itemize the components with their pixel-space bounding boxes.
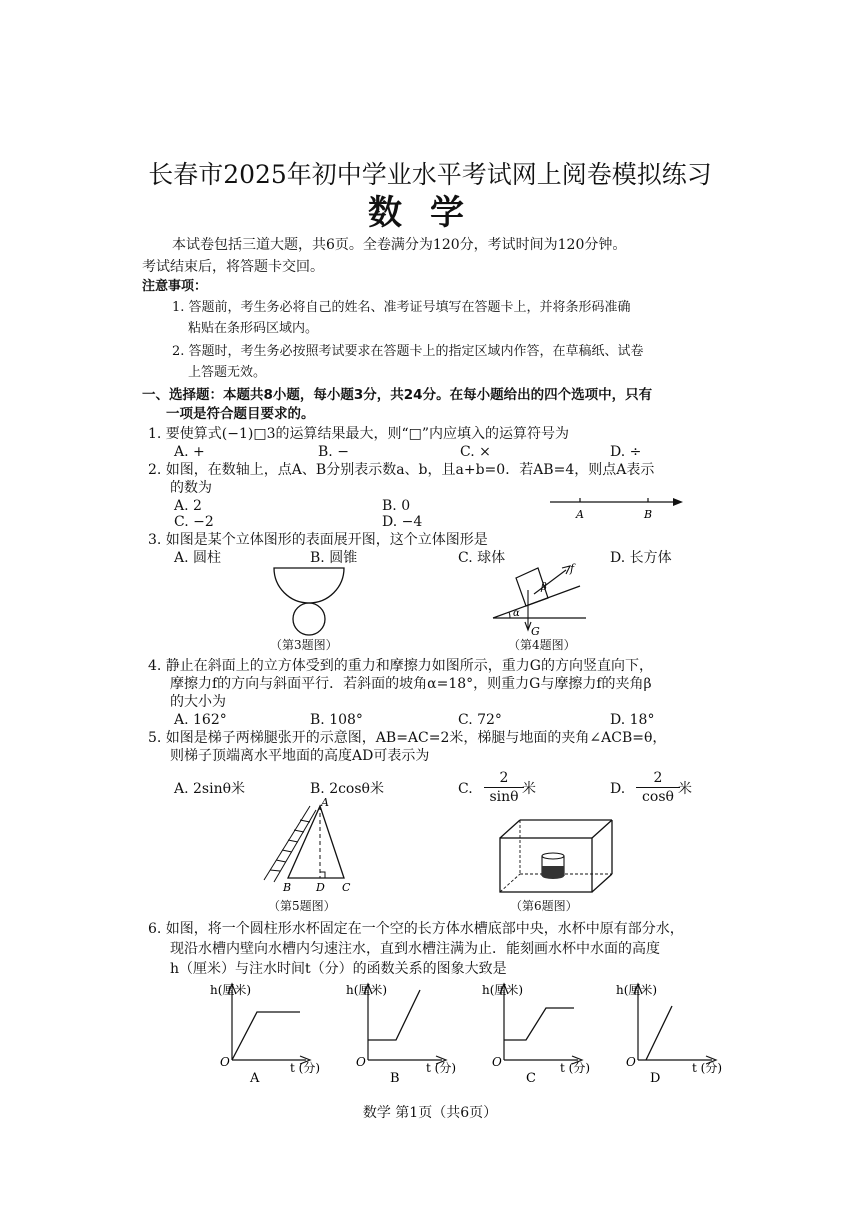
q5-stem-line-2: 则梯子顶端离水平地面的高度AD可表示为: [170, 748, 430, 764]
note-2-line-1: 2. 答题时，考生务必按照考试要求在答题卡上的指定区域内作答，在草稿纸、试卷: [172, 344, 644, 359]
q6-graph-b-ylabel: h(厘米): [346, 983, 388, 997]
q4-stem-line-2: 摩擦力f的方向与斜面平行．若斜面的坡角α=18°，则重力G与摩擦力f的夹角β: [170, 676, 652, 692]
q2-option-d: D. −4: [382, 514, 423, 530]
q6-graph-c-xlabel: t (分): [560, 1061, 591, 1075]
section-1-heading-cont: 一项是符合题目要求的。: [166, 406, 315, 422]
q6-graph-d-ylabel: h(厘米): [616, 983, 658, 997]
q6-graph-d-origin: O: [626, 1055, 636, 1069]
q6-stem-line-1: 6. 如图，将一个圆柱形水杯固定在一个空的长方体水槽底部中央，水杯中原有部分水，: [148, 921, 684, 937]
q4-stem-line-1: 4. 静止在斜面上的立方体受到的重力和摩擦力如图所示，重力G的方向竖直向下，: [148, 658, 653, 674]
q5-label-d: D: [316, 881, 325, 894]
q1-option-c: C. ×: [460, 444, 491, 460]
q2-option-b: B. 0: [382, 498, 411, 514]
note-1-line-2: 粘贴在条形码区域内。: [188, 321, 319, 336]
exam-title: 长春市2025年初中学业水平考试网上阅卷模拟练习: [148, 160, 712, 189]
q3-stem: 3. 如图是某个立体图形的表面展开图，这个立体图形是: [148, 532, 488, 548]
q2-stem-line-1: 2. 如图，在数轴上，点A、B分别表示数a、b，且a+b=0．若AB=4，则点A表示: [148, 462, 655, 478]
q5-label-b: B: [283, 881, 292, 894]
q5-label-c: C: [342, 881, 351, 894]
q5-stem-line-1: 5. 如图是梯子两梯腿张开的示意图，AB=AC=2米，梯腿与地面的夹角∠ACB=θ，: [148, 730, 667, 746]
q5-option-c-unit: 米: [522, 781, 536, 797]
q4-label-g: G: [531, 625, 540, 638]
q5-option-d-unit: 米: [678, 781, 692, 797]
q5-option-c-numerator: 2: [484, 769, 524, 788]
q6-graph-d-option: D: [650, 1071, 661, 1086]
q6-graph-b: [348, 982, 460, 1086]
q6-graph-b-origin: O: [356, 1055, 366, 1069]
q6-graph-a-ylabel: h(厘米): [210, 983, 252, 997]
q4-label-f: f: [570, 562, 575, 575]
q5-figure-caption: （第5题图）: [268, 899, 336, 913]
q6-graph-c-option: C: [526, 1071, 536, 1086]
q5-option-c-fraction: [484, 769, 524, 806]
q6-graph-c-ylabel: h(厘米): [482, 983, 524, 997]
q3-option-c: C. 球体: [458, 550, 506, 566]
q6-graph-c: [484, 982, 596, 1086]
q3-figure-caption: （第3题图）: [270, 638, 338, 652]
q4-label-beta: β: [541, 582, 547, 593]
q6-graph-b-option: B: [390, 1071, 400, 1086]
q6-graph-a: [212, 982, 324, 1086]
q5-option-a: A. 2sinθ米: [174, 781, 246, 797]
q2-option-a: A. 2: [174, 498, 202, 514]
q6-figure-caption: （第6题图）: [510, 899, 578, 913]
q1-option-a: A. +: [174, 444, 205, 460]
q6-graph-a-origin: O: [220, 1055, 230, 1069]
notice-heading: 注意事项：: [142, 279, 208, 294]
q2-stem-line-2: 的数为: [170, 480, 212, 496]
q3-option-d: D. 长方体: [610, 550, 672, 566]
q4-option-a: A. 162°: [174, 712, 227, 728]
q5-option-c-denominator: sinθ: [489, 789, 519, 805]
q6-stem-line-2: 现沿水槽内壁向水槽内匀速注水，直到水槽注满为止．能刻画水杯中水面的高度: [170, 941, 660, 957]
q1-option-b: B. −: [318, 444, 349, 460]
q3-figure-cone-net: [270, 566, 350, 638]
q2-label-a: A: [576, 508, 584, 521]
q5-label-a: A: [321, 796, 329, 809]
q6-graph-a-option: A: [250, 1071, 260, 1086]
q4-figure-caption: （第4题图）: [508, 638, 576, 652]
q1-option-d: D. ÷: [610, 444, 642, 460]
q6-graph-a-xlabel: t (分): [290, 1061, 321, 1075]
q5-option-d-label: D.: [610, 781, 626, 797]
subject-title: 数学: [368, 193, 492, 233]
q4-option-c: C. 72°: [458, 712, 502, 728]
note-2-line-2: 上答题无效。: [188, 365, 267, 380]
intro-line-1: 本试卷包括三道大题，共6页。全卷满分为120分，考试时间为120分钟。: [172, 237, 627, 253]
q2-number-line: [545, 492, 690, 524]
intro-line-2: 考试结束后，将答题卡交回。: [142, 259, 324, 275]
q5-option-b: B. 2cosθ米: [310, 781, 384, 797]
section-1-heading: 一、选择题：本题共8小题，每小题3分，共24分。在每小题给出的四个选项中，只有: [142, 387, 653, 403]
q6-stem-line-3: h（厘米）与注水时间t（分）的函数关系的图象大致是: [170, 961, 507, 977]
q1-stem: 1. 要使算式(−1)□3的运算结果最大，则“□”内应填入的运算符号为: [148, 426, 570, 442]
q4-label-alpha: α: [513, 608, 520, 619]
q4-option-b: B. 108°: [310, 712, 363, 728]
q6-graph-b-xlabel: t (分): [426, 1061, 457, 1075]
q5-option-c-label: C.: [458, 781, 473, 797]
q6-graph-d: [618, 982, 730, 1086]
q5-option-d-numerator: 2: [636, 769, 680, 788]
q3-option-b: B. 圆锥: [310, 550, 358, 566]
page-footer: 数学 第1页（共6页）: [362, 1105, 498, 1121]
q4-stem-line-3: 的大小为: [170, 694, 226, 710]
q4-figure-incline: [488, 560, 593, 638]
q6-figure-tank: [498, 818, 616, 896]
q6-graph-c-origin: O: [492, 1055, 502, 1069]
q5-option-d-denominator: cosθ: [642, 789, 674, 805]
q2-label-b: B: [644, 508, 653, 521]
note-1-line-1: 1. 答题前，考生务必将自己的姓名、准考证号填写在答题卡上，并将条形码准确: [172, 300, 631, 315]
q6-graph-d-xlabel: t (分): [692, 1061, 723, 1075]
q2-option-c: C. −2: [174, 514, 214, 530]
q5-figure-ladder: [258, 796, 358, 896]
q5-option-d-fraction: [636, 769, 680, 806]
q4-option-d: D. 18°: [610, 712, 655, 728]
q3-option-a: A. 圆柱: [174, 550, 222, 566]
